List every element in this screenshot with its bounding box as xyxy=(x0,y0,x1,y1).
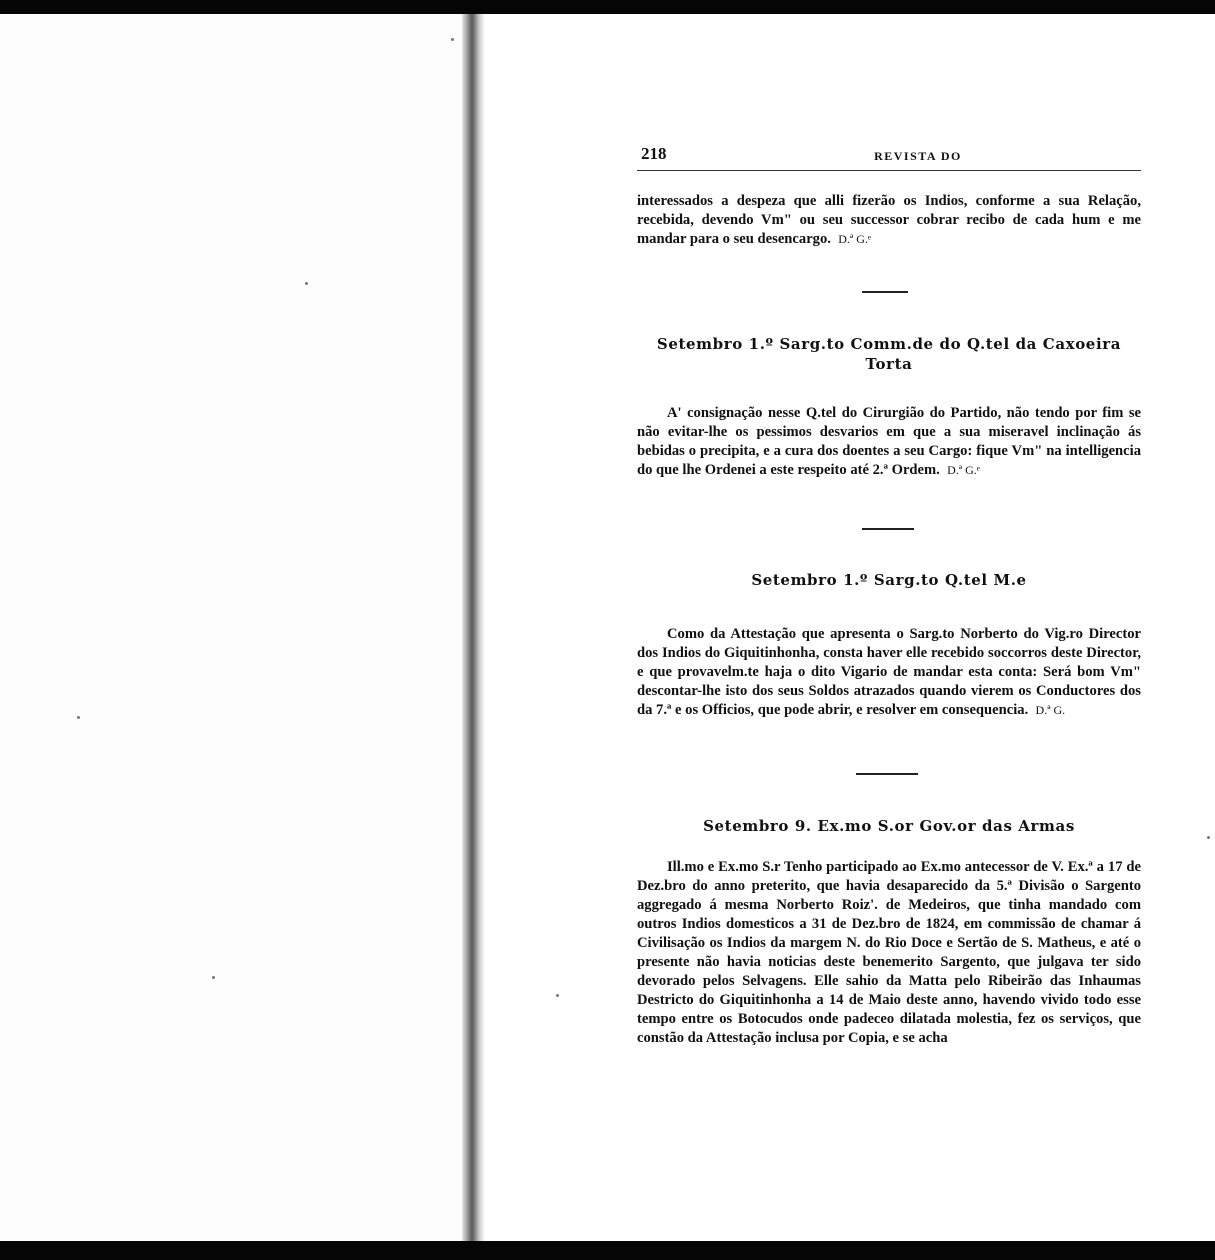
bottom-scan-border xyxy=(0,1241,1215,1260)
section-divider xyxy=(856,773,918,775)
section-heading xyxy=(637,334,1141,374)
section-heading xyxy=(637,570,1141,590)
heading-text: Setembro 9. Ex.mo S.or Gov.or das Armas xyxy=(703,817,1075,835)
ink-speck xyxy=(1207,836,1210,839)
paragraph-text: Ill.mo e Ex.mo S.r Tenho participado ao Ex.mo antecessor de V. Ex.ª a 17 de Dez.bro do anno preterito, que havia desaparecido da 5.ª Divisão o Sargento aggregado á mesma Norberto Roiz'. de Medeiros, que tinha mandado com outros Indios domesticos a 31 de Dez.bro de 1824, em commissão de chamar á Civilisação os Indios da margem N. do Rio Doce e Sertão de S. Matheus, e até o presente não havia noticias deste benemerito Sargento, que julgava ter sido devorado pelos Selvagens. Elle sahio da Matta pelo Ribeirão das Inhaumas Destricto do Giquitinhonha a 14 de Maio deste anno, havendo vivido todo esse tempo entre os Botocudos onde padeceo dilatada molestia, fez os serviços, que constão da Attestação inclusa por Copia, e se acha xyxy=(637,859,1141,1046)
page-header xyxy=(637,140,1141,171)
letter-body xyxy=(637,858,1141,1048)
signature-abbrev: D.ª G. xyxy=(1035,703,1066,717)
signature-abbrev: D.ª G.ᵉ xyxy=(838,232,871,246)
book-gutter xyxy=(462,14,484,1241)
section-heading xyxy=(637,816,1141,836)
letter-body xyxy=(637,625,1141,720)
page-number: 218 xyxy=(641,144,667,163)
continuation-paragraph xyxy=(637,192,1141,249)
right-page xyxy=(637,140,1141,171)
heading-text: Setembro 1.º Sarg.to Comm.de do Q.tel da Caxoeira Torta xyxy=(656,335,1122,373)
paragraph-text: interessados a despeza que alli fizerão os Indios, conforme a sua Relação, recebida, devendo Vm" ou seu successor cobrar recibo de cada hum e me mandar para o seu desencargo. xyxy=(637,193,1141,247)
letter-body xyxy=(637,404,1141,480)
section-divider xyxy=(862,528,914,530)
top-scan-border xyxy=(0,0,1215,14)
running-head: REVISTA DO xyxy=(874,149,962,163)
section-divider xyxy=(862,291,908,293)
ink-speck xyxy=(556,994,559,997)
heading-text: Setembro 1.º Sarg.to Q.tel M.e xyxy=(751,571,1027,589)
paragraph-text: Como da Attestação que apresenta o Sarg.to Norberto do Vig.ro Director dos Indios do Giquitinhonha, consta haver elle recebido soccorros deste Director, e que provavelm.te haja o dito Vigario de mandar esta conta: Será bom Vm" descontar-lhe isto dos seus Soldos atrazados quando vierem os Conductores dos da 7.ª e os Officios, que pode abrir, e resolver em consequencia. xyxy=(637,626,1141,718)
signature-abbrev: D.ª G.ᵉ xyxy=(947,463,980,477)
left-blank-page xyxy=(0,14,462,1241)
paragraph-text: A' consignação nesse Q.tel do Cirurgião do Partido, não tendo por fim se não evitar-lhe os pessimos desvarios em que a sua miseravel inclinação ás bebidas o precipita, e a cura dos doentes a seu Cargo: fique Vm" na intelligencia do que lhe Ordenei a este respeito até 2.ª Ordem. xyxy=(637,405,1141,478)
